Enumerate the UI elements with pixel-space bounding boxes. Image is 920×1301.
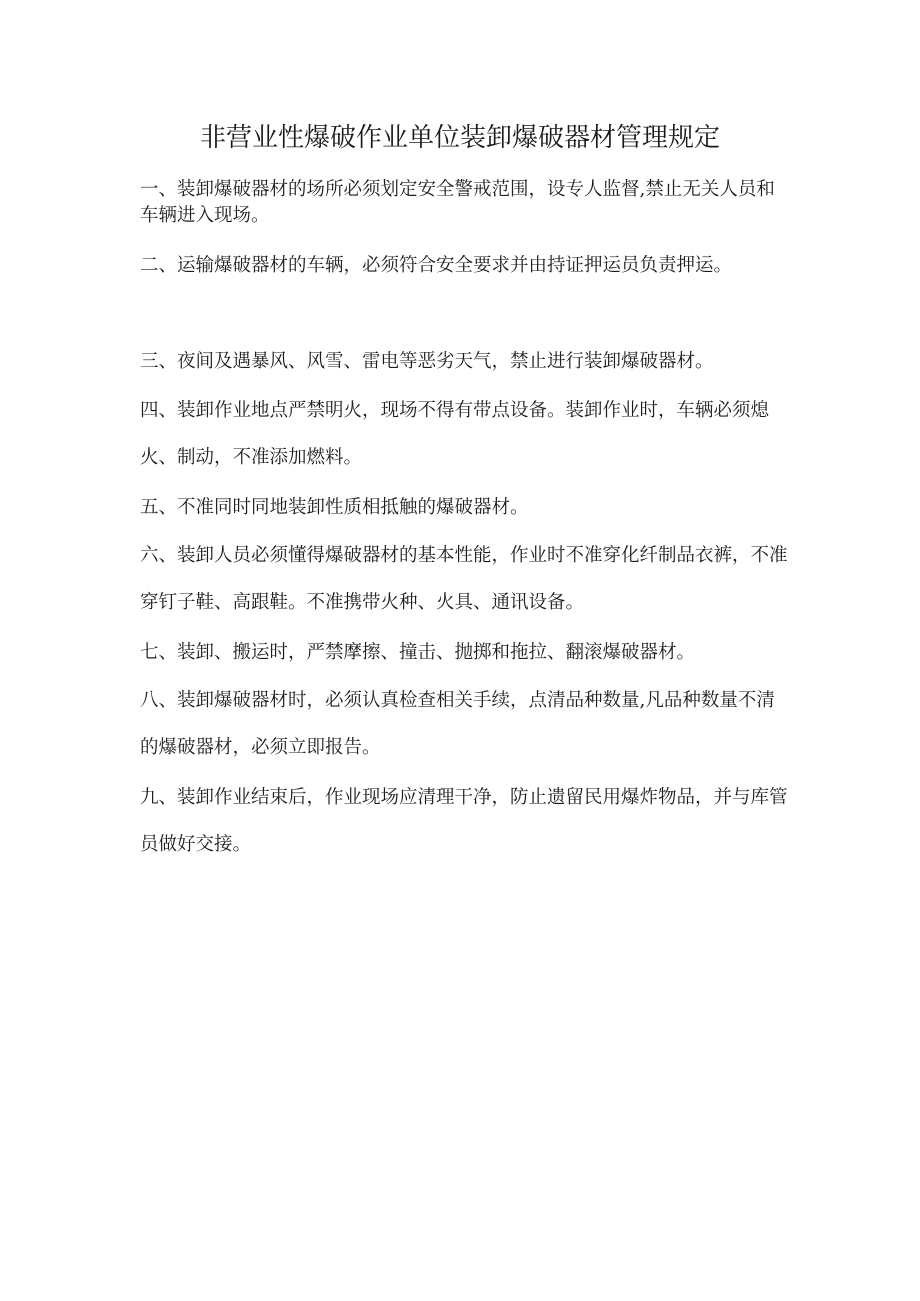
paragraph-3: 三、夜间及遇暴风、风雪、雷电等恶劣天气，禁止进行装卸爆破器材。	[140, 351, 714, 372]
paragraph-8: 八、装卸爆破器材时，必须认真检查相关手续，点清品种数量,凡品种数量不清的爆破器材，必须立即报告。	[140, 690, 775, 758]
paragraph-7: 七、装卸、搬运时，严禁摩擦、撞击、抛掷和拖拉、翻滚爆破器材。	[140, 642, 696, 663]
document-title: 非营业性爆破作业单位装卸爆破器材管理规定	[199, 123, 720, 153]
paragraph-5: 五、不准同时同地装卸性质相抵触的爆破器材。	[140, 497, 529, 518]
paragraph-6: 六、装卸人员必须懂得爆破器材的基本性能，作业时不准穿化纤制品衣裤，不准穿钉子鞋、高跟鞋。不准携带火种、火具、通讯设备。	[140, 545, 788, 613]
paragraph-1: 一、装卸爆破器材的场所必须划定安全警戒范围，设专人监督,禁止无关人员和车辆进入现场。	[140, 179, 775, 226]
paragraph-4: 四、装卸作业地点严禁明火，现场不得有带点设备。装卸作业时，车辆必须熄火、制动，不准添加燃料。	[140, 400, 770, 468]
paragraph-9: 九、装卸作业结束后，作业现场应清理干净，防止遗留民用爆炸物品，并与库管员做好交接。	[140, 787, 788, 855]
paragraph-2: 二、运输爆破器材的车辆，必须符合安全要求并由持证押运员负责押运。	[140, 255, 733, 276]
